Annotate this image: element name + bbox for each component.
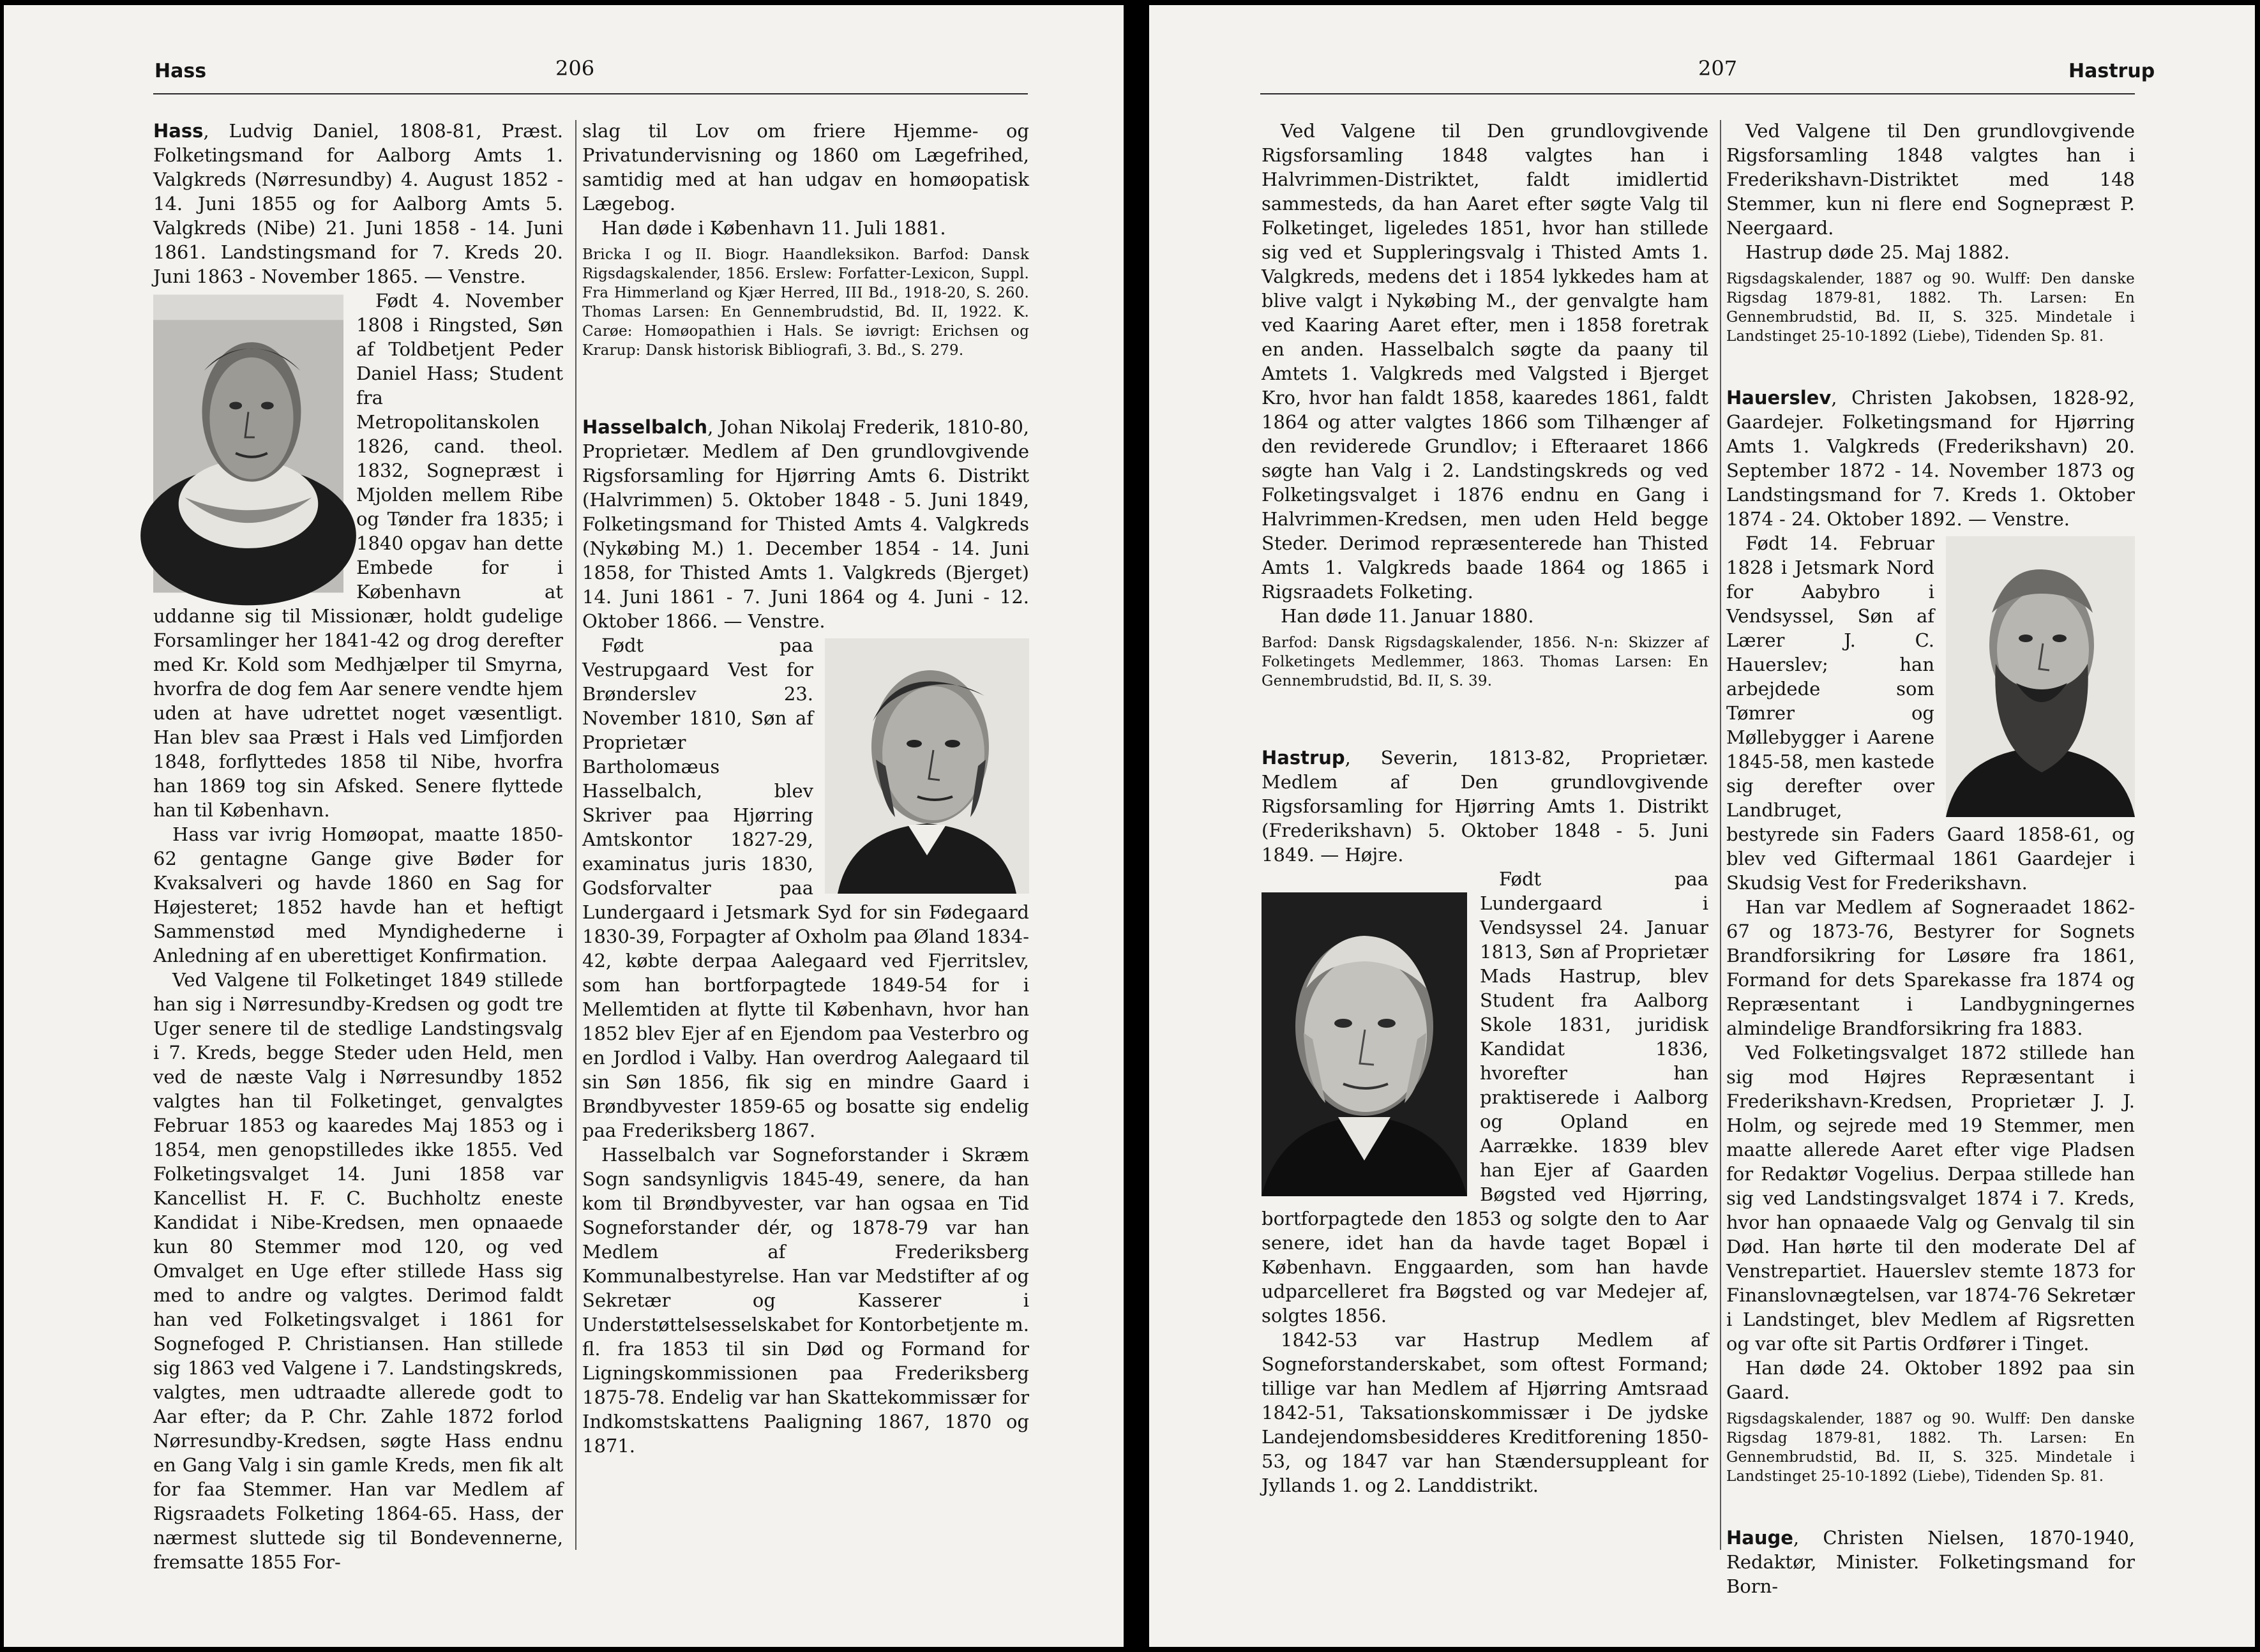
entry-hass-death: Han døde i København 11. Juli 1881. [601, 217, 946, 239]
entry-surname: Hasselbalch [582, 416, 708, 438]
column-rule-right [1720, 120, 1721, 1550]
entry-surname: Hauge [1726, 1527, 1793, 1549]
entry-hastrup-elections: Ved Valgene til Den grundlovgivende Rigsforsamling 1848 valgtes han i Frederikshavn-Distriktet med 148 Stemmer, kun ni flere end Sognepræst P. Neergaard. [1726, 120, 2135, 239]
page-number-left: 206 [555, 56, 595, 80]
running-header-right: Hastrup [2068, 60, 2155, 82]
entry-hasselbalch-sources: Barfod: Dansk Rigsdagskalender, 1856. N-n: Skizzer af Folketingets Medlemmer, 1863. Thomas Larsen: En Gennembrudstid, Bd. II, S. 39. [1262, 635, 1708, 689]
entry-hauerslev-intro: Hauerslev, Christen Jakobsen, 1828-92, Gaardejer. Folketingsmand for Hjørring Amts 1. Valgkreds (Frederikshavn) 20. September 1872 - 14. November 1873 og Landstingsmand for 7. Kreds 1. Oktober 1874 - 24. Oktober 1892. — Venstre. [1726, 387, 2135, 530]
portrait-man-icon [825, 638, 1029, 894]
portrait-clergyman-icon [153, 294, 343, 594]
entry-hastrup-intro: Hastrup, Severin, 1813-82, Proprietær. Medlem af Den grundlovgivende Rigsforsamling for Hjørring Amts 1. Distrikt (Frederikshavn) 5. Oktober 1848 - 5. Juni 1849. — Højre. [1262, 747, 1708, 866]
entry-hauge-intro: Hauge, Christen Nielsen, 1870-1940, Redaktør, Minister. Folketingsmand for Born- [1726, 1527, 2135, 1597]
entry-hasselbalch-biography: Født paa Vestrupgaard Vest for Brønderslev 23. November 1810, Søn af Proprietær Bartholomæus Hasselbalch, blev Skriver paa Hjørring Amtskontor 1827-29, examinatus juris 1830, Godsforvalter paa Lundergaard i Jetsmark Syd for sin Fødegaard 1830-39, Forpagter af Oxholm paa Øland 1834-42, købte derpaa Aalegaard ved Fjerritslev, som han bortforpagtede 1849-54 for i Mellemtiden at flytte til København, hvor han 1852 blev Ejer af en Ejendom paa Vesterbro og en Jordlod i Valby. Han overdrog Aalegaard til sin Søn 1856, fik sig en mindre Gaard i Brøndbyvester 1859-65 og bosatte sig endelig paa Frederiksberg 1867. [582, 635, 1029, 1141]
entry-hass-continued: slag til Lov om friere Hjemme- og Privatundervisning og 1860 om Lægefrihed, samtidig med at han udgav en homøopatisk Lægebog. [582, 120, 1029, 214]
right-column-2 [1726, 119, 2135, 1597]
entry-hass-intro: Hass, Ludvig Daniel, 1808-81, Præst. Folketingsmand for Aalborg Amts 1. Valgkreds (Nørresundby) 4. August 1852 - 14. Juni 1855 og for Aalborg Amts 5. Valgkreds (Nibe) 21. Juni 1858 - 14. Juni 1861. Landstingsmand for 7. Kreds 20. Juni 1863 - November 1865. — Venstre. [153, 120, 563, 287]
right-column-1 [1262, 119, 1708, 1564]
left-page [4, 5, 1124, 1647]
portrait-hass [153, 294, 343, 594]
entry-hastrup-death: Hastrup døde 25. Maj 1882. [1745, 241, 2010, 263]
entry-hasselbalch-offices: Hasselbalch var Sogneforstander i Skræm Sogn sandsynligvis 1845-49, senere, da han kom til Brøndbyvester, var han ogsaa en Tid Sogneforstander dér, og 1878-79 var han Medlem af Frederiksberg Kommunalbestyrelse. Han var Medstifter af og Sekretær og Kasserer i Understøttelsesselskabet for Kontorbetjente m. fl. fra 1853 til sin Død og Formand for Ligningskommissionen paa Frederiksberg 1875-78. Endelig var han Skattekommissær for Indkomstskattens Paaligning 1867, 1870 og 1871. [582, 1144, 1029, 1457]
left-column-1 [153, 119, 563, 1573]
portrait-hasselbalch [825, 638, 1029, 894]
portrait-elderly-man-icon [1262, 892, 1467, 1196]
entry-hastrup-offices: 1842-53 var Hastrup Medlem af Sogneforstanderskabet, som oftest Formand; tillige var han Medlem af Hjørring Amtsraad 1842-51, Taksationskommissær i De jydske Landejendomsbesidderes Kreditforening 1850-53, og 1847 var han Stændersuppleant for Jyllands 1. og 2. Landdistrikt. [1262, 1329, 1708, 1496]
page-number-right: 207 [1698, 56, 1738, 80]
entry-surname: Hauerslev [1726, 387, 1832, 409]
header-rule-right [1260, 93, 2135, 94]
entry-hauerslev-elections: Ved Folketingsvalget 1872 stillede han sig mod Højres Repræsentant i Frederikshavn-Kredsen, Proprietær J. J. Holm, og sejrede med 19 Stemmer, men maatte allerede Aaret efter vige Pladsen for Redaktør Vogelius. Derpaa stillede han sig ved Landstingsvalget 1874 i 7. Kreds, hvor han opnaaede Valg og Genvalg til sin Død. Han hørte til den moderate Del af Venstrepartiet. Hauerslev stemte 1873 for Finanslovnægtelsen, var 1874-76 Sekretær i Landstinget, blev Medlem af Rigsretten og var ofte sit Partis Ordfører i Tinget. [1726, 1042, 2135, 1355]
column-rule-left [575, 120, 576, 1550]
entry-hasselbalch-elections: Ved Valgene til Den grundlovgivende Rigsforsamling 1848 valgtes han i Halvrimmen-Distriktet, faldt imidlertid sammesteds, da han Aaret efter søgte Valg til Folketinget, ligeledes 1851, hvor han stillede sig ved et Suppleringsvalg i Thisted Amts 1. Valgkreds, medens det i 1854 lykkedes ham at blive valgt i Nykøbing M., der genvalgte ham ved Kaaring Aaret efter, men i 1858 foretrak en anden. Hasselbalch søgte da paany til Amtets 1. Valgkreds med Valgsted i Bjerget Kro, hvor han faldt 1858, kaaredes 1861, faldt 1864 og atter valgtes 1866 som Tilhænger af den reviderede Grundlov; i Efteraaret 1866 søgte han Valg i 2. Landstingskreds og ved Folketingsvalget i 1876 endnu en Gang i Halvrimmen-Kredsen, men uden Held begge Steder. Derimod repræsenterede han Thisted Amts 1. Valgkreds baade 1864 og 1865 i Rigsraadets Folketing. [1262, 120, 1708, 603]
portrait-bearded-man-icon [1946, 536, 2135, 817]
entry-surname: Hass [153, 120, 204, 142]
entry-hass-biography: Født 4. November 1808 i Ringsted, Søn af Toldbetjent Peder Daniel Hass; Student fra Metropolitanskolen 1826, cand. theol. 1832, Sognepræst i Mjolden mellem Ribe og Tønder fra 1835; i 1840 opgav han dette Embede for i København at uddanne sig til Missionær, holdt gudelige Forsamlinger her 1841-42 og drog derefter med Kr. Kold som Medhjælper til Smyrna, hvorfra de dog fem Aar senere vendte hjem uden at have udrettet noget væsentligt. Han blev saa Præst i Hals ved Limfjorden 1848, forflyttedes 1858 til Nibe, hvorfra han 1869 tog sin Afsked. Senere flyttede han til København. [153, 290, 563, 821]
header-rule-left [153, 93, 1028, 94]
entry-hasselbalch-intro: Hasselbalch, Johan Nikolaj Frederik, 1810-80, Proprietær. Medlem af Den grundlovgivende Rigsforsamling for Hjørring Amts 6. Distrikt (Halvrimmen) 5. Oktober 1848 - 5. Juni 1849, Folketingsmand for Thisted Amts 4. Valgkreds (Nykøbing M.) 1. December 1854 - 14. Juni 1858, for Thisted Amts 1. Valgkreds (Bjerget) 14. Juni 1861 - 7. Juni 1864 og 4. Juni - 12. Oktober 1866. — Venstre. [582, 416, 1029, 632]
entry-hauerslev-offices: Han var Medlem af Sogneraadet 1862-67 og 1873-76, Bestyrer for Sognets Brandforsikring for Løsøre fra 1861, Formand for dets Sparekasse fra 1874 og Repræsentant i Landbygningernes almindelige Brandforsikring fra 1883. [1726, 896, 2135, 1039]
portrait-hauerslev [1946, 536, 2135, 817]
portrait-hastrup [1262, 892, 1467, 1196]
entry-hauerslev-biography: Født 14. Februar 1828 i Jetsmark Nord for Aabybro i Vendsyssel, Søn af Lærer J. C. Hauerslev; han arbejdede som Tømrer og Møllebygger i Aarene 1845-58, men kastede sig derefter over Landbruget, bestyrede sin Faders Gaard 1858-61, og blev ved Giftermaal 1861 Gaardejer i Skudsig Vest for Frederikshavn. [1726, 532, 2135, 894]
entry-hauerslev-sources: Rigsdagskalender, 1887 og 90. Wulff: Den danske Rigsdag 1879-81, 1882. Th. Larsen: En Gennembrudstid, Bd. II, S. 325. Mindetale i Landstinget 25-10-1892 (Liebe), Tidenden Sp. 81. [1726, 1411, 2135, 1485]
running-header-left: Hass [154, 60, 207, 82]
entry-hastrup-sources: Rigsdagskalender, 1887 og 90. Wulff: Den danske Rigsdag 1879-81, 1882. Th. Larsen: En Gennembrudstid, Bd. II, S. 325. Mindetale i Landstinget 25-10-1892 (Liebe), Tidenden Sp. 81. [1726, 271, 2135, 345]
entry-hass-sources: Bricka I og II. Biogr. Haandleksikon. Barfod: Dansk Rigsdagskalender, 1856. Erslew: Forfatter-Lexicon, Suppl. Fra Himmerland og Kjær Herred, III Bd., 1918-20, S. 260. Thomas Larsen: En Gennembrudstid, Bd. II, 1922. K. Carøe: Homøopathien i Hals. Se iøvrigt: Erichsen og Krarup: Dansk historisk Bibliografi, 3. Bd., S. 279. [582, 246, 1029, 359]
entry-hasselbalch-death: Han døde 11. Januar 1880. [1281, 605, 1534, 627]
right-page [1149, 5, 2255, 1647]
entry-hass-elections: Ved Valgene til Folketinget 1849 stillede han sig i Nørresundby-Kredsen og godt tre Uger senere til de stedlige Landstingsvalg i 7. Kreds, begge Steder uden Held, men ved de næste Valg i Nørresundby 1852 valgtes han til Folketinget, genvalgtes Februar 1853 og kaaredes Maj 1853 og i 1854, men genopstilledes ikke 1855. Ved Folketingsvalget 14. Juni 1858 var Kancellist H. F. C. Buchholtz eneste Kandidat i Nibe-Kredsen, men opnaaede kun 80 Stemmer mod 120, og ved Omvalget en Uge efter stillede Hass sig med to andre og valgtes. Derimod faldt han ved Folketingsvalget i 1861 for Sognefoged P. Christiansen. Han stillede sig 1863 ved Valgene i 7. Landstingskreds, valgtes, men udtraadte allerede godt to Aar efter; da P. Chr. Zahle 1872 forlod Nørresundby-Kredsen, søgte Hass endnu en Gang Valg i sin gamle Kreds, men fik alt for faa Stemmer. Han var Medlem af Rigsraadets Folketing 1864-65. Hass, der nærmest sluttede sig til Bondevennerne, fremsatte 1855 For- [153, 969, 563, 1573]
entry-hauerslev-death: Han døde 24. Oktober 1892 paa sin Gaard. [1726, 1357, 2135, 1403]
entry-hass-homoeopathy: Hass var ivrig Homøopat, maatte 1850-62 gentagne Gange give Bøder for Kvaksalveri og havde 1860 en Sag for Højesteret; 1852 havde han et heftigt Sammenstød med Myndighederne i Anledning af en uberettiget Konfirmation. [153, 823, 563, 966]
entry-surname: Hastrup [1262, 747, 1345, 769]
entry-hastrup-biography: Født paa Lundergaard i Vendsyssel 24. Januar 1813, Søn af Proprietær Mads Hastrup, blev Student fra Aalborg Skole 1831, juridisk Kandidat 1836, hvorefter han praktiserede i Aalborg og Opland en Aarrække. 1839 blev han Ejer af Gaarden Bøgsted ved Hjørring, bortforpagtede den 1853 og solgte den to Aar senere, idet han da havde taget Bopæl i København. Enggaarden, som han havde udparcelleret fra Bøgsted og var Medejer af, solgtes 1856. [1262, 868, 1708, 1326]
left-column-2 [582, 119, 1029, 1564]
